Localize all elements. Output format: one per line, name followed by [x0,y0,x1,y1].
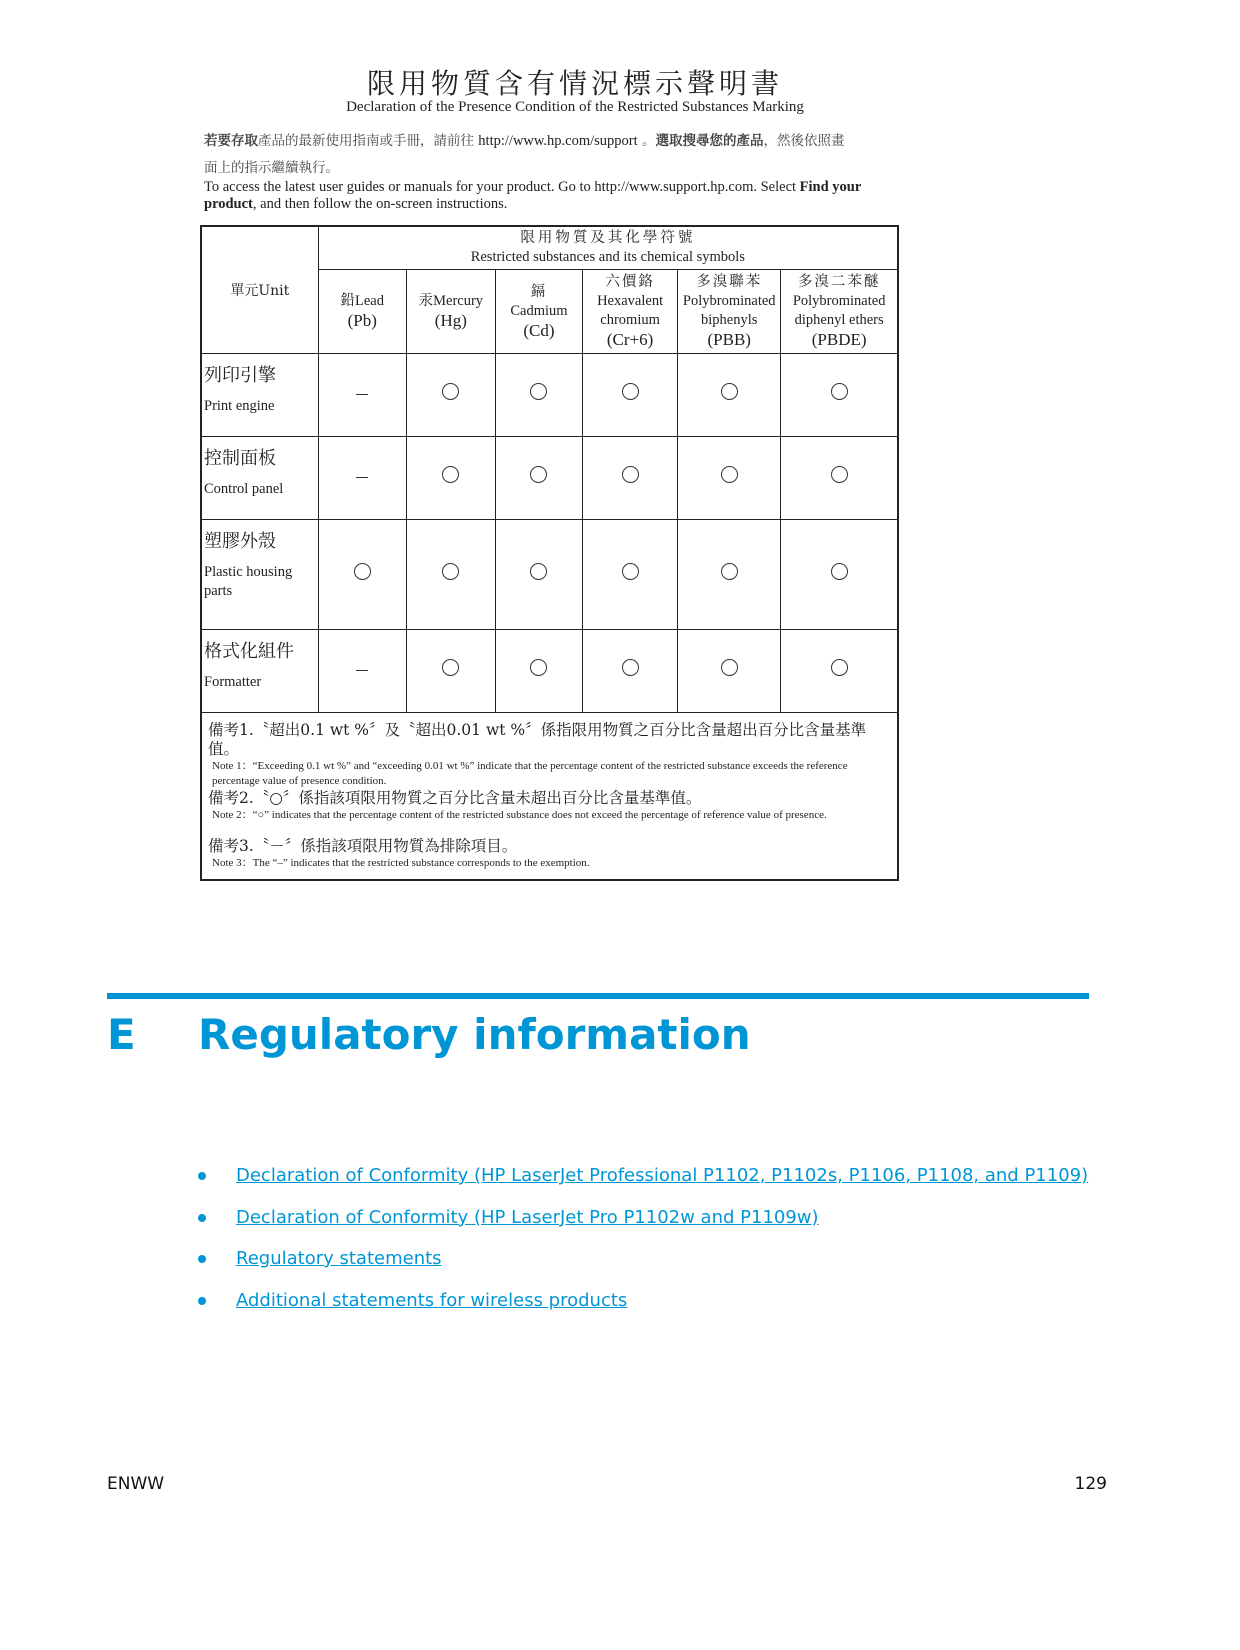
text: , and then follow the on-screen instructions. [252,196,508,212]
circle-mark [831,563,848,580]
row-label [201,436,318,519]
row-label-en: Print engine [204,397,275,414]
circle-mark [530,466,547,483]
table-row [201,353,898,436]
column-header-line: Polybrominated [682,293,776,309]
bold-text: Find your [799,179,862,195]
table-row [201,519,898,629]
note-en: Note 1：“Exceeding 0.1 wt %” and “exceeding 0.01 wt %” indicate that the percentage content of the restricted substance exceeds the reference percentage value of presence condition. [212,759,848,787]
circle-mark [831,659,848,676]
table-row [201,629,898,712]
table-cell [495,629,582,712]
column-header-line: biphenyls [701,312,758,328]
intro-zh [204,129,844,150]
column-header [781,269,898,353]
intro-zh-line2: 面上的指示繼續執行。 [204,160,339,176]
table-cell [678,353,781,436]
column-header [678,269,781,353]
column-header-line: (Pb) [347,311,377,330]
table-cell [406,519,495,629]
row-label-zh: 塑膠外殼 [204,530,276,552]
toc-item [198,1207,819,1228]
column-header-line: (PBB) [707,330,751,349]
circle-mark [622,563,639,580]
circle-mark [721,563,738,580]
circle-mark [721,659,738,676]
page-number: 129 [1074,1474,1107,1494]
row-label [201,353,318,436]
toc-item [198,1248,442,1269]
group-header [318,226,898,269]
table-cell [406,629,495,712]
column-header [406,269,495,353]
table-cell [583,519,678,629]
column-header-line: Polybrominated [792,293,886,309]
title-en: Declaration of the Presence Condition of the Restricted Substances Marking [346,99,804,115]
column-header-line: (Cr+6) [606,330,654,349]
row-label [201,519,318,629]
circle-mark [530,563,547,580]
column-header-line: Hexavalent [597,293,664,309]
table-cell [318,629,406,712]
dash-mark [356,394,368,395]
circle-mark [622,659,639,676]
circle-mark [442,659,459,676]
column-header-line: 鉛Lead [340,293,384,309]
group-header-en: Restricted substances and its chemical symbols [470,248,745,265]
circle-mark [442,563,459,580]
bullet-icon [198,1172,206,1180]
toc-link[interactable]: Regulatory statements [236,1248,442,1269]
dash-mark [356,670,368,671]
title-zh: 限用物質含有情況標示聲明書 [366,67,783,100]
row-label-en: Plastic housing parts [204,563,293,599]
table-cell [781,629,898,712]
toc-link[interactable]: Declaration of Conformity (HP LaserJet Professional P1102, P1102s, P1106, P1108, and P1109) [236,1165,1089,1186]
table-cell [406,436,495,519]
column-header-line: 汞Mercury [418,293,484,309]
circle-mark [721,383,738,400]
table-row [201,436,898,519]
circle-mark [530,383,547,400]
intro-en [204,179,861,196]
support-url[interactable]: http://www.hp.com/support [478,133,638,149]
table-cell [678,436,781,519]
circle-mark [622,466,639,483]
toc-item [198,1290,627,1311]
toc-link[interactable]: Additional statements for wireless products [236,1289,628,1311]
bold-text: product [204,196,253,212]
intro-en-line2 [204,196,507,213]
dash-mark [356,477,368,478]
column-header-line: 鎘 [530,283,548,300]
circle-mark [354,563,371,580]
circle-mark [622,383,639,400]
table-cell [678,519,781,629]
table-cell [781,519,898,629]
column-header-line: (Hg) [434,311,467,330]
table-cell [583,629,678,712]
bullet-icon [198,1297,206,1305]
note-zh: 備考2.〝○〞係指該項限用物質之百分比含量未超出百分比含量基準值。 [208,788,702,807]
circle-mark [721,466,738,483]
column-header-line: chromium [600,312,660,328]
column-header [583,269,678,353]
table-cell [318,353,406,436]
column-header-line: (Cd) [523,320,555,340]
table-cell [781,353,898,436]
table-cell [583,436,678,519]
row-label-en: Formatter [204,673,262,690]
table-cell [781,436,898,519]
table-cell [583,353,678,436]
table-cell [318,436,406,519]
row-label-zh: 控制面板 [204,447,276,469]
row-label [201,629,318,712]
circle-mark [831,383,848,400]
row-label-zh: 列印引擎 [204,364,276,386]
text: To access the latest user guides or manuals for your product. Go to [204,179,595,195]
note-zh: 備考3.〝－〞係指該項限用物質為排除項目。 [208,836,518,855]
note-zh: 備考1.〝超出0.1 wt %〞及〝超出0.01 wt %〞係指限用物質之百分比含量超出百分比含量基準值。 [208,720,867,758]
table-cell [495,519,582,629]
chapter-letter: E [107,1010,136,1059]
text: . Select [753,179,800,195]
chapter-title: Regulatory information [198,1010,751,1059]
row-label-en: Control panel [204,480,284,497]
column-header-line: 多溴聯苯 [696,274,763,290]
column-header-line: diphenyl ethers [794,312,884,328]
group-header-zh: 限用物質及其化學符號 [520,229,696,246]
text: 。 [637,133,656,149]
column-header-line: 六價鉻 [605,274,655,290]
bold-text: 若要存取 [204,133,258,149]
circle-mark [530,659,547,676]
footer-left: ENWW [107,1474,165,1494]
column-header-line: Cadmium [510,302,568,319]
toc-link[interactable]: Declaration of Conformity (HP LaserJet Pro P1102w and P1109w) [236,1206,819,1228]
toc-item [198,1165,1088,1186]
row-label-zh: 格式化組件 [204,640,294,662]
column-header [495,269,582,353]
text: 產品的最新使用指南或手冊，請前往 [258,133,479,149]
table-cell [678,629,781,712]
unit-header: 單元Unit [201,226,318,353]
column-header-line: (PBDE) [811,330,867,349]
note-en: Note 2：“○” indicates that the percentage content of the restricted substance does not exceed the percentage of reference value of presence. [212,808,827,821]
table-cell [495,436,582,519]
circle-mark [442,383,459,400]
text: ，然後依照畫 [763,133,845,149]
bold-text: 選取搜尋您的產品 [655,133,764,149]
circle-mark [442,466,459,483]
table-cell [406,353,495,436]
circle-mark [831,466,848,483]
table-cell [495,353,582,436]
note-en: Note 3：The “–” indicates that the restricted substance corresponds to the exemption. [212,856,590,869]
table-cell [318,519,406,629]
notes [201,712,898,880]
chapter-rule [107,993,1089,999]
column-header [318,269,406,353]
substances-table [200,225,899,881]
bullet-icon [198,1214,206,1222]
column-header-line: 多溴二苯醚 [797,274,881,290]
support-link[interactable]: http://www.support.hp.com [594,179,754,195]
bullet-icon [198,1255,206,1263]
